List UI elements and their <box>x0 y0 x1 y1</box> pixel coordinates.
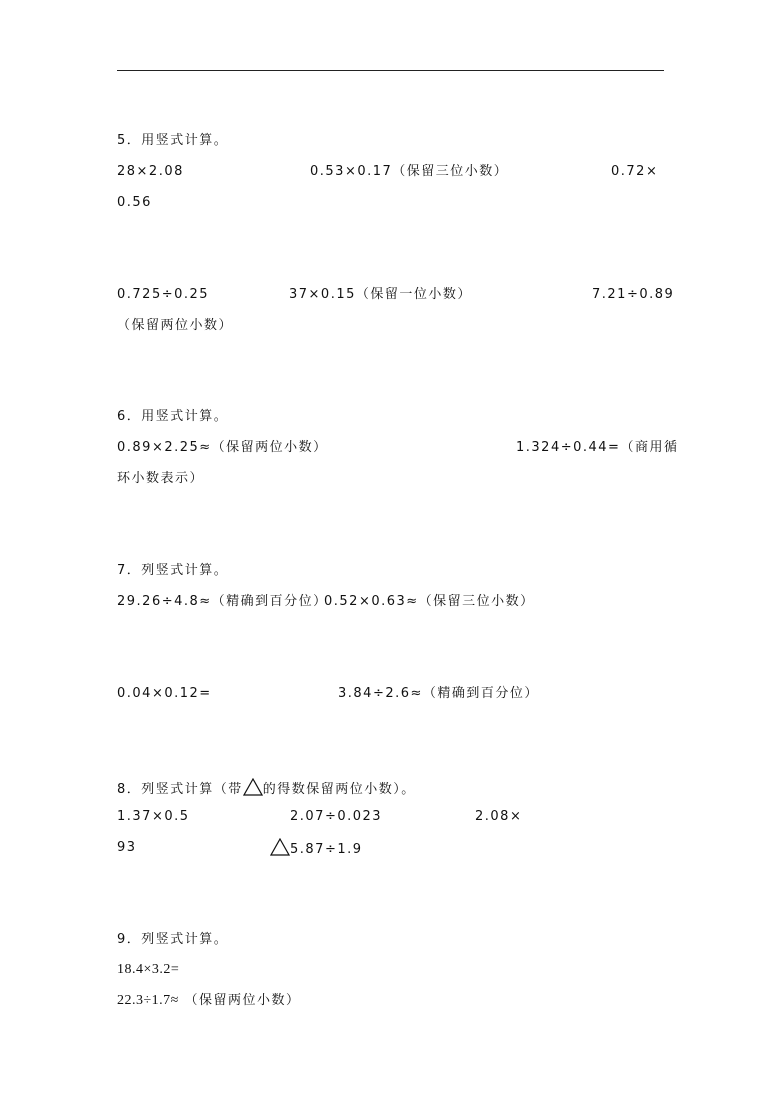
q9-item-2 <box>117 993 301 1009</box>
q8-item-1: 1.37×0.5 <box>117 809 190 824</box>
q9-title: 9．列竖式计算。 <box>117 932 229 947</box>
triangle-icon <box>243 778 263 796</box>
q7-item-2: 0.52×0.63≈（保留三位小数） <box>324 594 535 609</box>
q8-item-4 <box>270 838 363 858</box>
q5-item-3: 0.72× <box>611 164 659 179</box>
q8-title-b: 的得数保留两位小数）。 <box>262 782 416 797</box>
q9-item-1: 18.4×3.2= <box>117 962 180 977</box>
q5-item-6: 7.21÷0.89 <box>592 287 675 302</box>
triangle-icon <box>270 838 290 856</box>
q7-item-1: 29.26÷4.8≈（精确到百分位） <box>117 594 328 609</box>
q6-item-2-cont: 环小数表示） <box>117 471 205 486</box>
q6-item-1: 0.89×2.25≈（保留两位小数） <box>117 440 328 455</box>
q5-item-4: 0.725÷0.25 <box>117 287 210 302</box>
q8-item-2: 2.07÷0.023 <box>290 809 383 824</box>
header-rule <box>117 70 664 71</box>
q6-item-2: 1.324÷0.44=（商用循 <box>516 440 679 455</box>
q8-item-3-cont: 93 <box>117 840 137 855</box>
q5-item-6-cont: （保留两位小数） <box>117 318 234 333</box>
q8-item-4-expr: 5.87÷1.9 <box>290 842 363 857</box>
q7-item-4: 3.84÷2.6≈（精确到百分位） <box>338 686 539 701</box>
q5-item-1: 28×2.08 <box>117 164 184 179</box>
q8-item-3: 2.08× <box>475 809 523 824</box>
q5-item-3-cont: 0.56 <box>117 195 152 210</box>
q5-item-5: 37×0.15（保留一位小数） <box>289 287 472 302</box>
q5-item-2: 0.53×0.17（保留三位小数） <box>310 164 509 179</box>
q7-item-3: 0.04×0.12= <box>117 686 212 701</box>
q5-title: 5．用竖式计算。 <box>117 133 229 148</box>
q8-title <box>117 778 416 798</box>
q6-title: 6．用竖式计算。 <box>117 409 229 424</box>
q9-item-2-expr: 22.3÷1.7≈ <box>117 993 179 1008</box>
q7-title: 7．列竖式计算。 <box>117 563 229 578</box>
q9-item-2-note: （保留两位小数） <box>184 993 301 1008</box>
q8-title-a: 8．列竖式计算（带 <box>117 782 243 797</box>
